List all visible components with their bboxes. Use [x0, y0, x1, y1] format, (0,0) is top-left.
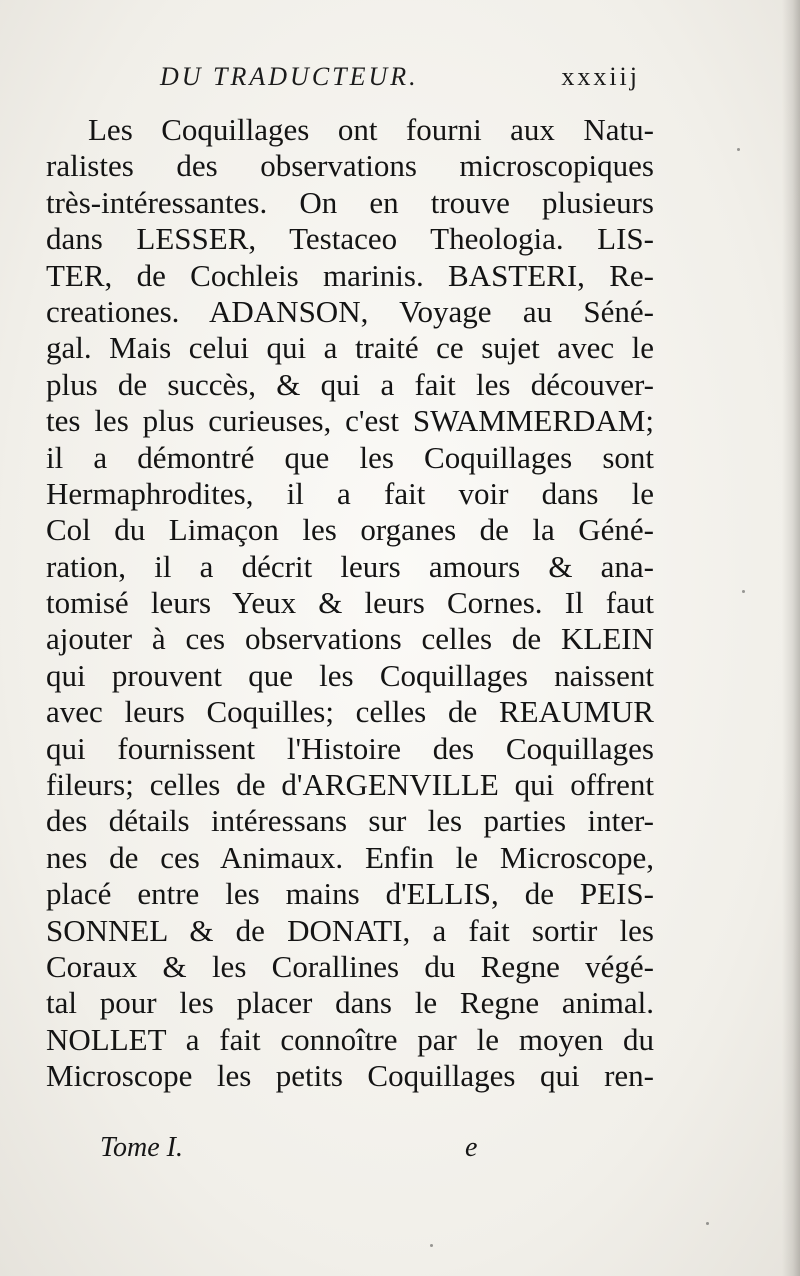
text-line: il a démontré que les Coquillages sont: [46, 439, 654, 475]
text-line: Hermaphrodites, il a fait voir dans le: [46, 475, 654, 511]
body-text: [46, 112, 654, 1095]
signature-mark: e: [465, 1132, 478, 1163]
text-line: tes les plus curieuses, c'est SWAMMERDAM;: [46, 403, 654, 439]
volume-marker: Tome I.: [100, 1132, 183, 1163]
text-line: ajouter à ces observations celles de KLEIN: [46, 621, 654, 657]
page-number: xxxiij: [561, 62, 640, 91]
running-title: DU TRADUCTEUR.: [160, 62, 419, 91]
text-line: nes de ces Animaux. Enfin le Microscope,: [46, 839, 654, 875]
text-line: fileurs; celles de d'ARGENVILLE qui offrent: [46, 767, 654, 803]
text-line: plus de succès, & qui a fait les découver-: [46, 366, 654, 402]
paper-speck: [742, 590, 745, 593]
text-line: tal pour les placer dans le Regne animal.: [46, 985, 654, 1021]
text-line: TER, de Cochleis marinis. BASTERI, Re-: [46, 257, 654, 293]
text-line: Les Coquillages ont fourni aux Natu-: [88, 112, 654, 147]
running-header: [160, 62, 640, 102]
text-line: tomisé leurs Yeux & leurs Cornes. Il faut: [46, 585, 654, 621]
text-line: ralistes des observations microscopiques: [46, 148, 654, 184]
text-line: Microscope les petits Coquillages qui ren-: [46, 1058, 654, 1094]
text-line: dans LESSER, Testaceo Theologia. LIS-: [46, 221, 654, 257]
text-line: placé entre les mains d'ELLIS, de PEIS-: [46, 876, 654, 912]
text-line: avec leurs Coquilles; celles de REAUMUR: [46, 694, 654, 730]
text-line: ration, il a décrit leurs amours & ana-: [46, 548, 654, 584]
text-line: qui prouvent que les Coquillages naissent: [46, 657, 654, 693]
text-line: SONNEL & de DONATI, a fait sortir les: [46, 912, 654, 948]
text-line: gal. Mais celui qui a traité ce sujet avec le: [46, 330, 654, 366]
page-footer: [100, 1132, 500, 1168]
text-line: des détails intéressans sur les parties inter-: [46, 803, 654, 839]
text-line: creationes. ADANSON, Voyage au Séné-: [46, 293, 654, 329]
page-gutter-shadow: [782, 0, 800, 1276]
text-line: très-intéressantes. On en trouve plusieurs: [46, 184, 654, 220]
text-line: NOLLET a fait connoître par le moyen du: [46, 1021, 654, 1057]
text-line: Col du Limaçon les organes de la Géné-: [46, 512, 654, 548]
text-line: Coraux & les Corallines du Regne végé-: [46, 948, 654, 984]
paper-speck: [430, 1244, 433, 1247]
paper-speck: [737, 148, 740, 151]
paper-speck: [706, 1222, 709, 1225]
text-line: qui fournissent l'Histoire des Coquillages: [46, 730, 654, 766]
